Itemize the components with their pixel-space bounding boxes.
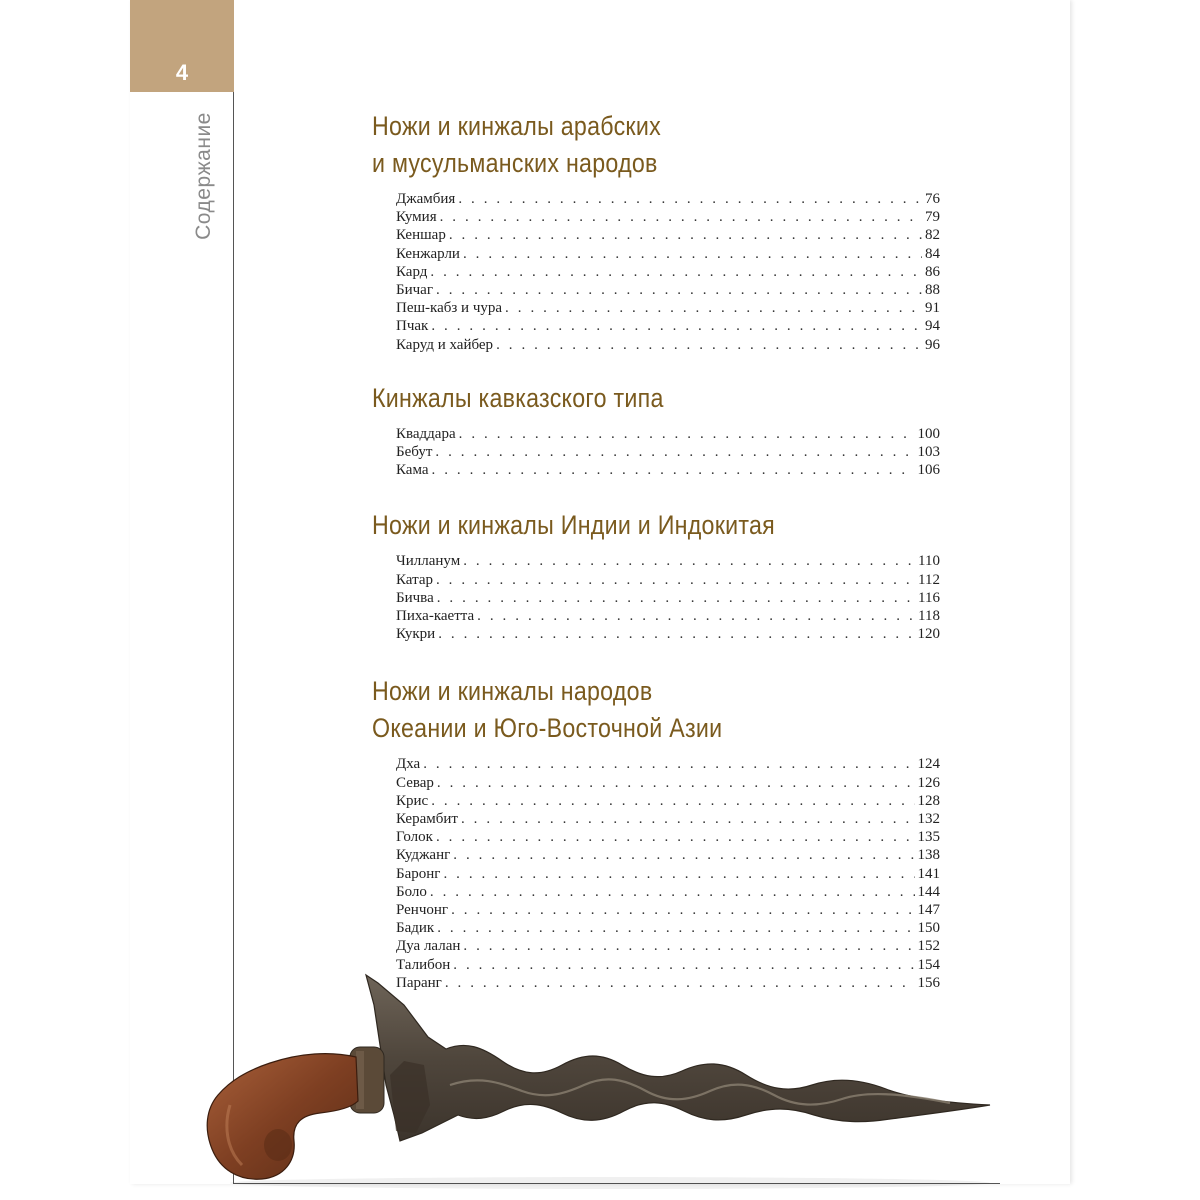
dot-leader [423,755,914,773]
dot-leader [435,443,914,461]
entry-page: 141 [917,865,940,882]
dot-leader [505,299,922,317]
entry-name: Талибон [396,956,451,973]
toc-entry[interactable] [396,263,940,281]
toc-entry[interactable] [396,901,940,919]
entry-name: Катар [396,571,433,588]
entry-page: 120 [917,626,940,643]
entry-name: Кумия [396,209,437,226]
entry-name: Бадик [396,920,435,937]
dot-leader [437,589,915,607]
entry-page: 100 [917,425,940,442]
toc-section-caucasus [372,380,940,480]
dot-leader [449,226,922,244]
dot-leader [438,625,914,643]
entry-page: 79 [925,209,940,226]
toc-entry[interactable] [396,607,940,625]
entry-page: 147 [917,902,940,919]
entry-page: 88 [925,282,940,299]
entry-name: Паранг [396,974,442,991]
dot-leader [496,336,922,354]
entry-page: 132 [917,811,940,828]
dot-leader [430,263,922,281]
entry-name: Баронг [396,865,441,882]
entry-page: 118 [918,608,940,625]
entry-page: 128 [917,792,940,809]
toc-section-oceania [372,673,940,992]
entry-list [396,755,940,992]
dot-leader [453,846,914,864]
section-title: Ножи и кинжалы арабских [372,111,661,141]
dot-leader [431,792,914,810]
toc-entry[interactable] [396,625,940,643]
toc-entry[interactable] [396,774,940,792]
section-title: и мусульманских народов [372,148,658,178]
toc-entry[interactable] [396,281,940,299]
toc-entry[interactable] [396,937,940,955]
entry-name: Севар [396,774,434,791]
entry-name: Дуа лалан [396,938,461,955]
entry-page: 126 [917,774,940,791]
entry-list [396,552,940,643]
entry-name: Крис [396,792,429,809]
dot-leader [436,281,922,299]
entry-name: Чилланум [396,553,461,570]
entry-name: Каруд и хайбер [396,336,494,353]
entry-page: 138 [917,847,940,864]
dot-leader [430,883,915,901]
toc-entry[interactable] [396,461,940,479]
entry-name: Кваддара [396,425,456,442]
entry-name: Кенжарли [396,245,460,262]
entry-page: 94 [925,318,940,335]
toc-entry[interactable] [396,883,940,901]
entry-list [396,190,940,354]
entry-page: 124 [917,756,940,773]
toc-entry[interactable] [396,299,940,317]
entry-name: Керамбит [396,811,458,828]
entry-name: Кукри [396,626,436,643]
toc-entry[interactable] [396,552,940,570]
toc-entry[interactable] [396,828,940,846]
entry-name: Бичва [396,589,434,606]
dot-leader [437,919,914,937]
entry-page: 135 [917,829,940,846]
dot-leader [458,190,922,208]
entry-page: 110 [918,553,940,570]
toc-entry[interactable] [396,317,940,335]
toc-entry[interactable] [396,226,940,244]
section-title: Ножи и кинжалы народов [372,676,653,707]
entry-page: 84 [925,245,940,262]
dot-leader [440,208,922,226]
entry-page: 103 [917,444,940,461]
entry-name: Кеншар [396,227,446,244]
toc-section-india [372,507,940,643]
toc-entry[interactable] [396,846,940,864]
section-title: Кинжалы кавказского типа [372,382,664,413]
dot-leader [436,828,915,846]
entry-page: 91 [925,300,940,317]
page-number: 4 [175,60,189,85]
entry-name: Куджанг [396,847,451,864]
dot-leader [443,865,914,883]
dot-leader [436,571,915,589]
toc-entry[interactable] [396,208,940,226]
entry-page: 112 [918,571,940,588]
dot-leader [437,774,915,792]
toc-entry[interactable] [396,792,940,810]
entry-page: 144 [917,883,940,900]
dot-leader [431,317,922,335]
toc-entry[interactable] [396,443,940,461]
handle-shape [207,1054,358,1180]
dot-leader [451,901,914,919]
entry-name: Кард [396,263,428,280]
page-number-tab [130,0,234,92]
toc-entry[interactable] [396,190,940,208]
entry-name: Голок [396,829,433,846]
entry-page: 150 [917,920,940,937]
entry-page: 152 [917,938,940,955]
kris-dagger-icon [190,965,1000,1195]
section-title: Океании и Юго-Восточной Азии [372,713,723,744]
entry-page: 106 [917,462,940,479]
entry-page: 116 [918,589,940,606]
entry-page: 86 [925,263,940,280]
entry-name: Пеш-кабз и чура [396,300,503,317]
toc-entry[interactable] [396,571,940,589]
toc-entry[interactable] [396,810,940,828]
dot-leader [463,552,915,570]
entry-name: Кама [396,462,429,479]
section-title: Ножи и кинжалы Индии и Индокитая [372,510,775,541]
entry-page: 96 [925,336,940,353]
entry-name: Боло [396,883,427,900]
entry-name: Ренчонг [396,902,449,919]
toc-entry[interactable] [396,245,940,263]
dot-leader [461,810,915,828]
entry-name: Бичаг [396,282,433,299]
toc-entry[interactable] [396,425,940,443]
dot-leader [463,937,914,955]
entry-name: Бебут [396,444,433,461]
dot-leader [463,245,922,263]
toc-section-arab [372,108,940,354]
toc-entry[interactable] [396,336,940,354]
entry-page: 76 [925,191,940,207]
entry-name: Джамбия [396,191,456,207]
table-of-contents [372,108,940,992]
dot-leader [477,607,915,625]
entry-name: Дха [396,756,421,773]
entry-name: Пиха-каетта [396,608,475,625]
toc-entry[interactable] [396,865,940,883]
toc-entry[interactable] [396,589,940,607]
side-title: Содержание [192,112,215,240]
entry-page: 156 [917,974,940,991]
entry-page: 82 [925,227,940,244]
blade-shape [366,975,990,1141]
entry-list [396,425,940,480]
entry-page: 154 [917,956,940,973]
toc-entry[interactable] [396,919,940,937]
dot-leader [432,461,915,479]
dot-leader [459,425,915,443]
toc-entry[interactable] [396,755,940,773]
handle-knob [264,1129,292,1161]
entry-name: Пчак [396,318,429,335]
